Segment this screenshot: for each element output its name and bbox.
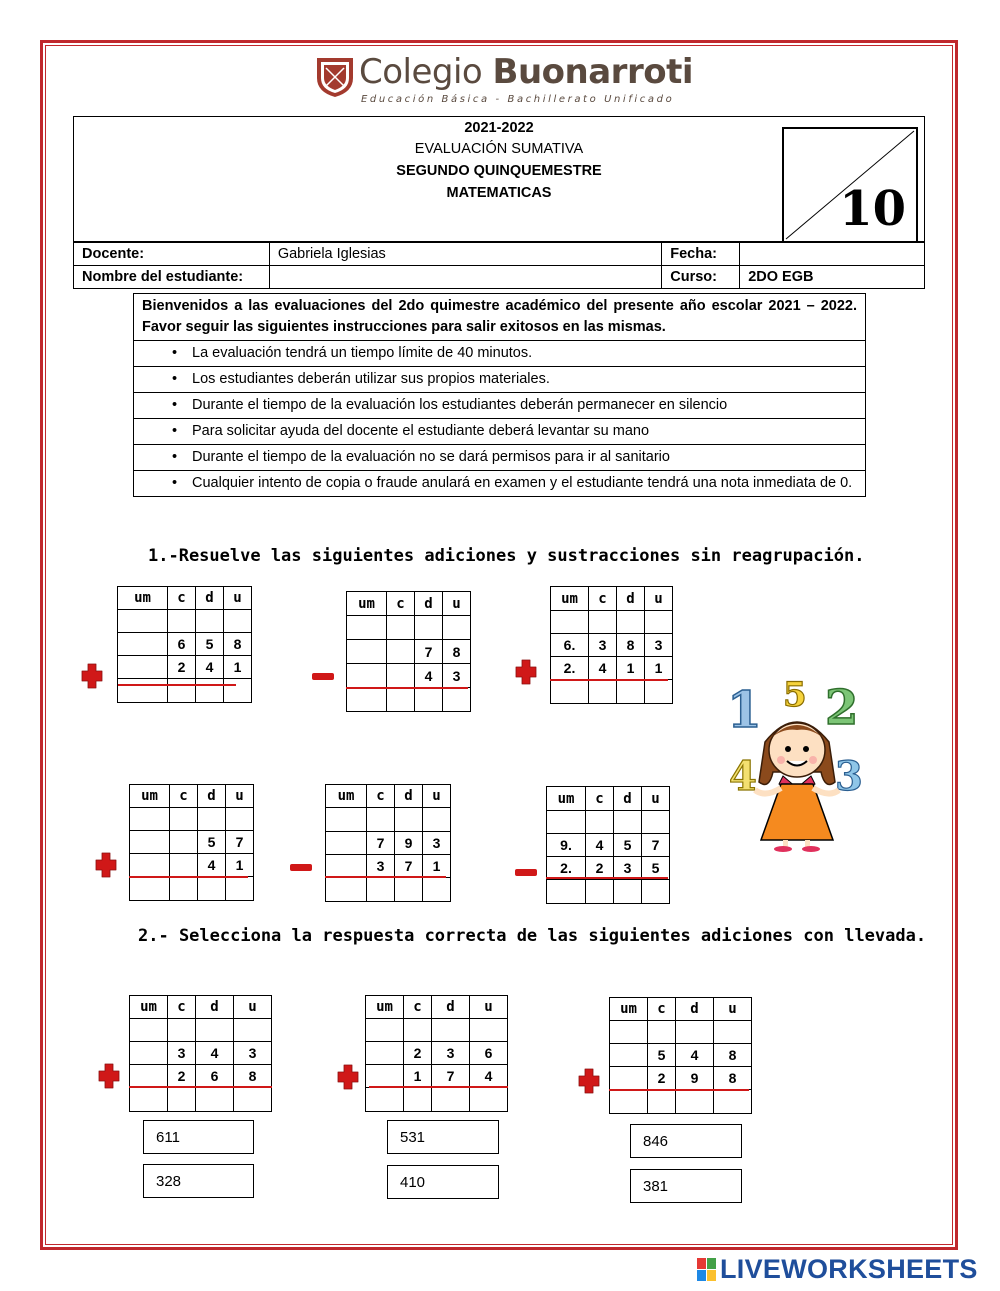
place-header: um <box>547 787 586 811</box>
blank-cell <box>614 811 642 834</box>
result-cell[interactable] <box>645 680 673 704</box>
estudiante-field[interactable] <box>269 266 661 289</box>
result-cell[interactable] <box>423 878 451 902</box>
digit-cell: 2 <box>586 857 614 880</box>
digit-cell: 8 <box>714 1067 752 1090</box>
digit-cell: 8 <box>234 1065 272 1088</box>
digit-cell: 3 <box>423 832 451 855</box>
result-cell[interactable] <box>642 880 670 904</box>
result-cell[interactable] <box>130 1088 168 1112</box>
place-header: c <box>648 998 676 1021</box>
digit-cell: 7 <box>642 834 670 857</box>
digit-cell <box>610 1067 648 1090</box>
exam-period: SEGUNDO QUINQUEMESTRE <box>396 163 602 179</box>
digit-cell: 4 <box>676 1044 714 1067</box>
instruction-item: • Durante el tiempo de la evaluación no se dará permisos para ir al sanitario <box>134 445 866 471</box>
blank-cell <box>170 808 198 831</box>
result-cell[interactable] <box>617 680 645 704</box>
digit-cell <box>130 1065 168 1088</box>
sum-line <box>325 876 446 878</box>
blank-cell <box>645 611 673 634</box>
place-value-grid <box>609 997 752 1114</box>
digit-cell <box>130 1042 168 1065</box>
instruction-item: • Para solicitar ayuda del docente el estudiante deberá levantar su mano <box>134 419 866 445</box>
estudiante-label: Nombre del estudiante: <box>74 266 270 289</box>
place-header: c <box>586 787 614 811</box>
blank-cell <box>168 610 196 633</box>
place-header: um <box>326 785 367 808</box>
plus-icon <box>95 852 117 878</box>
result-cell[interactable] <box>168 1088 196 1112</box>
digit-cell: 7 <box>367 832 395 855</box>
blank-cell <box>714 1021 752 1044</box>
digit-cell: 7 <box>395 855 423 878</box>
blank-cell <box>648 1021 676 1044</box>
result-cell[interactable] <box>347 688 387 712</box>
result-cell[interactable] <box>224 679 252 703</box>
illustration-number: 4 <box>729 753 757 800</box>
score-value: 10 <box>839 181 906 237</box>
digit-cell: 1 <box>423 855 451 878</box>
blank-cell <box>234 1019 272 1042</box>
place-value-grid <box>365 995 508 1112</box>
instructions-intro: Bienvenidos a las evaluaciones del 2do quimestre académico del presente año escolar 2021 – 2022. Favor seguir las siguientes instrucciones para salir exitosos en las mismas. <box>134 294 866 341</box>
result-cell[interactable] <box>395 878 423 902</box>
digit-cell: 7 <box>415 640 443 664</box>
sum-line <box>346 687 468 689</box>
minus-icon <box>290 864 312 871</box>
answer-option[interactable]: 381 <box>630 1169 742 1203</box>
digit-cell: 7 <box>432 1065 470 1088</box>
blank-cell <box>642 811 670 834</box>
place-value-grid <box>546 786 670 904</box>
blank-cell <box>551 611 589 634</box>
blank-cell <box>432 1019 470 1042</box>
plus-icon <box>515 659 537 685</box>
digit-cell: 8 <box>443 640 471 664</box>
digit-cell <box>118 633 168 656</box>
blank-cell <box>404 1019 432 1042</box>
digit-cell: 4 <box>470 1065 508 1088</box>
place-value-grid <box>550 586 673 704</box>
digit-cell: 4 <box>415 664 443 688</box>
result-cell[interactable] <box>198 877 226 901</box>
place-value-grid <box>129 995 272 1112</box>
place-header: u <box>470 996 508 1019</box>
sum-line <box>550 679 668 681</box>
blank-cell <box>168 1019 196 1042</box>
digit-cell: 5 <box>642 857 670 880</box>
place-header: d <box>617 587 645 611</box>
place-header: d <box>432 996 470 1019</box>
place-header: um <box>551 587 589 611</box>
result-cell[interactable] <box>404 1088 432 1112</box>
digit-cell: 4 <box>589 657 617 680</box>
digit-cell: 8 <box>714 1044 752 1067</box>
result-cell[interactable] <box>443 688 471 712</box>
exam-type: EVALUACIÓN SUMATIVA <box>414 141 584 157</box>
result-cell[interactable] <box>432 1088 470 1112</box>
liveworksheets-badge-icon <box>697 1258 717 1282</box>
result-cell[interactable] <box>234 1088 272 1112</box>
digit-cell: 6. <box>551 634 589 657</box>
sum-line <box>369 1086 508 1088</box>
blank-cell <box>224 610 252 633</box>
result-cell[interactable] <box>586 880 614 904</box>
plus-icon <box>81 663 103 689</box>
place-value-grid <box>325 784 451 902</box>
place-header: c <box>589 587 617 611</box>
result-cell[interactable] <box>226 877 254 901</box>
digit-cell: 3 <box>614 857 642 880</box>
place-header: d <box>415 592 443 616</box>
place-header: c <box>404 996 432 1019</box>
digit-cell <box>170 831 198 854</box>
sum-line <box>129 1086 272 1088</box>
digit-cell: 3 <box>168 1042 196 1065</box>
curso-label: Curso: <box>662 266 740 289</box>
digit-cell: 4 <box>586 834 614 857</box>
place-header: u <box>234 996 272 1019</box>
blank-cell <box>423 808 451 832</box>
result-cell[interactable] <box>714 1090 752 1114</box>
plus-icon <box>337 1064 359 1090</box>
digit-cell: 5 <box>196 633 224 656</box>
result-cell[interactable] <box>610 1090 648 1114</box>
result-cell[interactable] <box>589 680 617 704</box>
result-cell[interactable] <box>196 679 224 703</box>
digit-cell: 3 <box>432 1042 470 1065</box>
place-header: um <box>610 998 648 1021</box>
docente-label: Docente: <box>74 243 270 266</box>
digit-cell: 4 <box>198 854 226 877</box>
place-header: d <box>198 785 226 808</box>
blank-cell <box>589 611 617 634</box>
instruction-item: • La evaluación tendrá un tiempo límite de 40 minutos. <box>134 341 866 367</box>
place-header: d <box>395 785 423 808</box>
place-header: um <box>130 996 168 1019</box>
digit-cell: 3 <box>234 1042 272 1065</box>
digit-cell <box>610 1044 648 1067</box>
blank-cell <box>470 1019 508 1042</box>
blank-cell <box>395 808 423 832</box>
plus-icon <box>98 1063 120 1089</box>
result-cell[interactable] <box>676 1090 714 1114</box>
girl-numbers-illustration <box>725 672 870 852</box>
digit-cell: 3 <box>589 634 617 657</box>
place-header: u <box>226 785 254 808</box>
fecha-field[interactable] <box>740 243 925 266</box>
blank-cell <box>586 811 614 834</box>
answer-option[interactable]: 410 <box>387 1165 499 1199</box>
result-cell[interactable] <box>387 688 415 712</box>
digit-cell: 6 <box>168 633 196 656</box>
place-header: um <box>366 996 404 1019</box>
sum-line <box>609 1089 749 1091</box>
digit-cell: 2. <box>551 657 589 680</box>
illustration-number: 5 <box>783 675 807 715</box>
instructions-table <box>133 293 866 497</box>
place-header: c <box>168 587 196 610</box>
place-header: u <box>642 787 670 811</box>
place-header: u <box>443 592 471 616</box>
place-header: d <box>614 787 642 811</box>
blank-cell <box>367 808 395 832</box>
sum-line <box>118 684 236 686</box>
blank-cell <box>366 1019 404 1042</box>
digit-cell: 4 <box>196 656 224 679</box>
minus-icon <box>515 869 537 876</box>
result-cell[interactable] <box>415 688 443 712</box>
result-cell[interactable] <box>326 878 367 902</box>
docente-value: Gabriela Iglesias <box>269 243 661 266</box>
answer-option[interactable]: 846 <box>630 1124 742 1158</box>
result-cell[interactable] <box>367 878 395 902</box>
place-header: u <box>423 785 451 808</box>
place-header: c <box>168 996 196 1019</box>
digit-cell: 8 <box>617 634 645 657</box>
instruction-item: • Cualquier intento de copia o fraude anulará en examen y el estudiante tendrá una nota inmediata de 0. <box>134 471 866 497</box>
digit-cell: 5 <box>648 1044 676 1067</box>
digit-cell: 1 <box>404 1065 432 1088</box>
digit-cell: 2 <box>168 656 196 679</box>
result-cell[interactable] <box>366 1088 404 1112</box>
blank-cell <box>547 811 586 834</box>
digit-cell: 6 <box>470 1042 508 1065</box>
place-header: c <box>170 785 198 808</box>
school-year: 2021-2022 <box>464 120 534 136</box>
blank-cell <box>387 616 415 640</box>
digit-cell: 9 <box>676 1067 714 1090</box>
blank-cell <box>198 808 226 831</box>
blank-cell <box>443 616 471 640</box>
place-header: c <box>367 785 395 808</box>
illustration-number: 2 <box>825 680 859 736</box>
digit-cell: 5 <box>614 834 642 857</box>
digit-cell: 1 <box>226 854 254 877</box>
school-tagline: Educación Básica - Bachillerato Unificado <box>361 94 675 105</box>
digit-cell: 2 <box>648 1067 676 1090</box>
score-box <box>782 127 918 243</box>
digit-cell <box>118 656 168 679</box>
place-header: u <box>224 587 252 610</box>
digit-cell: 3 <box>645 634 673 657</box>
answer-option[interactable]: 328 <box>143 1164 254 1198</box>
digit-cell <box>326 832 367 855</box>
result-cell[interactable] <box>196 1088 234 1112</box>
digit-cell: 8 <box>224 633 252 656</box>
result-cell[interactable] <box>118 679 168 703</box>
blank-cell <box>347 616 387 640</box>
digit-cell: 9. <box>547 834 586 857</box>
digit-cell: 4 <box>196 1042 234 1065</box>
blank-cell <box>676 1021 714 1044</box>
digit-cell: 1 <box>645 657 673 680</box>
digit-cell <box>130 831 170 854</box>
digit-cell <box>347 640 387 664</box>
blank-cell <box>226 808 254 831</box>
blank-cell <box>196 610 224 633</box>
digit-cell <box>387 664 415 688</box>
liveworksheets-brand: LIVEWORKSHEETS <box>720 1254 978 1284</box>
sum-line <box>129 876 248 878</box>
blank-cell <box>415 616 443 640</box>
blank-cell <box>617 611 645 634</box>
place-value-grid <box>346 591 471 712</box>
instruction-item: • Los estudiantes deberán utilizar sus propios materiales. <box>134 367 866 393</box>
student-info-table <box>73 242 925 289</box>
place-header: d <box>676 998 714 1021</box>
digit-cell: 3 <box>443 664 471 688</box>
blank-cell <box>326 808 367 832</box>
fecha-label: Fecha: <box>662 243 740 266</box>
section2-title: 2.- Selecciona la respuesta correcta de las siguientes adiciones con llevada. <box>138 926 927 946</box>
result-cell[interactable] <box>547 880 586 904</box>
digit-cell <box>366 1042 404 1065</box>
instruction-item: • Durante el tiempo de la evaluación los estudiantes deberán permanecer en silencio <box>134 393 866 419</box>
curso-value: 2DO EGB <box>740 266 925 289</box>
blank-cell <box>130 1019 168 1042</box>
result-cell[interactable] <box>551 680 589 704</box>
digit-cell <box>170 854 198 877</box>
digit-cell <box>326 855 367 878</box>
exam-subject: MATEMATICAS <box>446 185 552 201</box>
blank-cell <box>610 1021 648 1044</box>
result-cell[interactable] <box>470 1088 508 1112</box>
digit-cell: 2 <box>404 1042 432 1065</box>
result-cell[interactable] <box>648 1090 676 1114</box>
digit-cell: 1 <box>224 656 252 679</box>
result-cell[interactable] <box>130 877 170 901</box>
place-header: d <box>196 587 224 610</box>
digit-cell: 3 <box>367 855 395 878</box>
illustration-number: 3 <box>835 753 863 800</box>
blank-cell <box>130 808 170 831</box>
result-cell[interactable] <box>168 679 196 703</box>
school-name: Colegio Buonarroti <box>359 52 693 92</box>
place-header: d <box>196 996 234 1019</box>
digit-cell <box>387 640 415 664</box>
place-header: u <box>714 998 752 1021</box>
result-cell[interactable] <box>614 880 642 904</box>
digit-cell <box>366 1065 404 1088</box>
illustration-number: 1 <box>727 680 762 739</box>
digit-cell: 6 <box>196 1065 234 1088</box>
place-header: u <box>645 587 673 611</box>
shield-icon <box>315 54 355 98</box>
plus-icon <box>578 1068 600 1094</box>
place-header: um <box>347 592 387 616</box>
place-header: um <box>118 587 168 610</box>
answer-option[interactable]: 611 <box>143 1120 254 1154</box>
digit-cell: 2. <box>547 857 586 880</box>
result-cell[interactable] <box>170 877 198 901</box>
sum-line <box>546 877 668 879</box>
section1-title: 1.-Resuelve las siguientes adiciones y sustracciones sin reagrupación. <box>148 546 865 566</box>
place-header: um <box>130 785 170 808</box>
digit-cell: 1 <box>617 657 645 680</box>
minus-icon <box>312 673 334 680</box>
digit-cell: 7 <box>226 831 254 854</box>
digit-cell <box>130 854 170 877</box>
place-header: c <box>387 592 415 616</box>
school-logo <box>315 52 693 110</box>
digit-cell <box>347 664 387 688</box>
digit-cell: 9 <box>395 832 423 855</box>
place-value-grid <box>129 784 254 901</box>
digit-cell: 2 <box>168 1065 196 1088</box>
digit-cell: 5 <box>198 831 226 854</box>
blank-cell <box>118 610 168 633</box>
blank-cell <box>196 1019 234 1042</box>
answer-option[interactable]: 531 <box>387 1120 499 1154</box>
